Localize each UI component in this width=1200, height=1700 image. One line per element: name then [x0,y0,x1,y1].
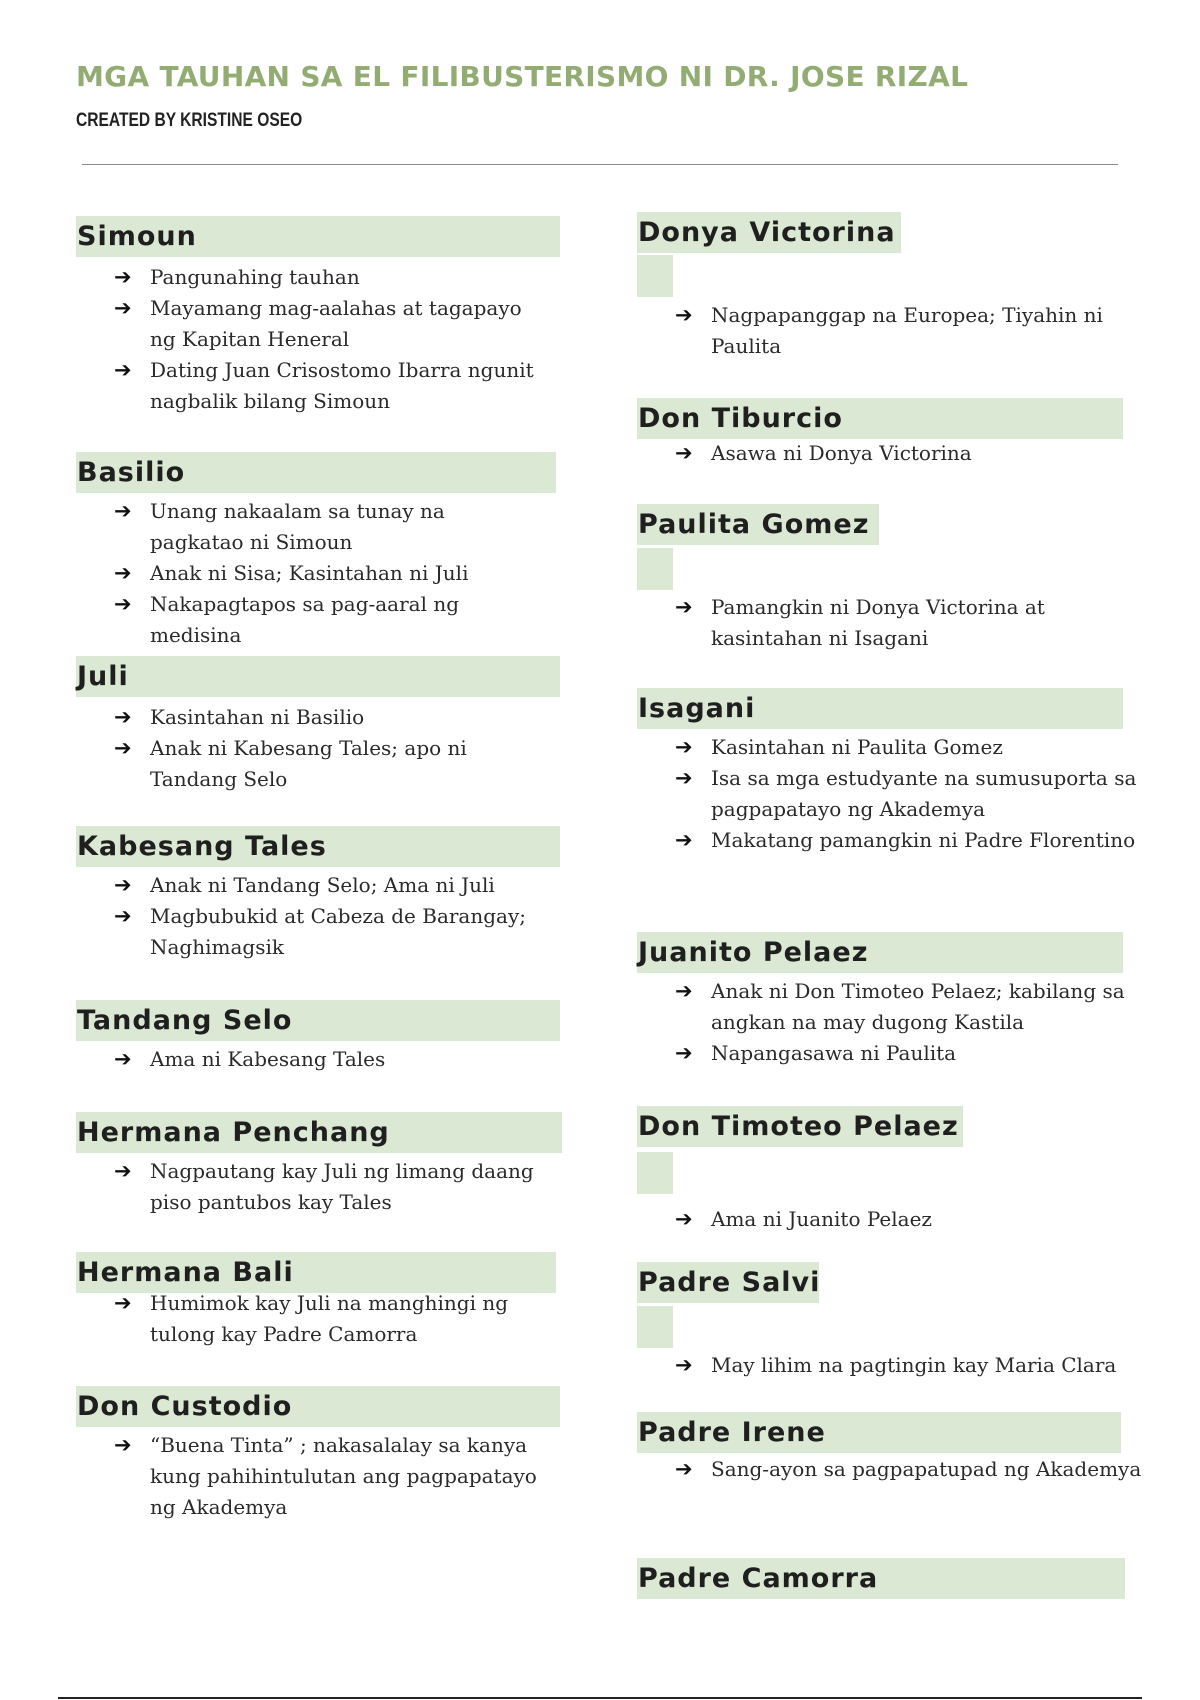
character-traits-list [114,702,544,795]
character-name: Padre Irene [638,1417,826,1448]
character-traits-list [675,1454,1145,1485]
character-name: Tandang Selo [77,1005,293,1036]
character-heading [76,1252,556,1293]
arrow-right-icon: ➔ [114,358,132,382]
list-item-text: Anak ni Kabesang Tales; apo ni Tandang Selo [150,736,467,791]
character-name: Don Tiburcio [638,403,843,434]
heading-color-swatch [637,255,673,297]
list-item-text: Napangasawa ni Paulita [711,1041,957,1065]
character-name: Don Timoteo Pelaez [638,1111,959,1142]
character-heading [76,656,560,697]
character-heading [637,688,1123,729]
arrow-right-icon: ➔ [114,592,132,616]
list-item [114,1430,544,1523]
arrow-right-icon: ➔ [114,904,132,928]
list-item-text: Nagpautang kay Juli ng limang daang piso pantubos kay Tales [150,1159,534,1214]
character-traits-list [114,262,544,417]
list-item-text: Ama ni Juanito Pelaez [711,1207,932,1231]
arrow-right-icon: ➔ [675,595,693,619]
arrow-right-icon: ➔ [675,441,693,465]
character-name: Paulita Gomez [638,509,870,540]
arrow-right-icon: ➔ [114,1159,132,1183]
list-item [114,870,544,901]
list-item [675,438,1145,469]
arrow-right-icon: ➔ [675,766,693,790]
list-item-text: Sang-ayon sa pagpapatupad ng Akademya [711,1457,1142,1481]
header-divider [82,164,1118,165]
arrow-right-icon: ➔ [675,735,693,759]
character-traits-list [114,496,544,651]
character-traits-list [675,1204,1145,1235]
list-item-text: Kasintahan ni Basilio [150,705,365,729]
character-heading [637,398,1123,439]
arrow-right-icon: ➔ [675,1457,693,1481]
character-heading [76,1386,560,1427]
character-traits-list [675,976,1145,1069]
character-name: Juli [77,661,129,692]
list-item-text: Magbubukid at Cabeza de Barangay; Naghimagsik [150,904,526,959]
character-heading [637,212,901,253]
character-heading [76,1112,562,1153]
list-item [114,1288,544,1350]
list-item [114,733,544,795]
list-item [114,496,544,558]
arrow-right-icon: ➔ [114,705,132,729]
list-item [114,1044,544,1075]
character-name: Simoun [77,221,197,252]
character-traits-list [114,1044,544,1075]
list-item-text: “Buena Tinta” ; nakasalalay sa kanya kung pahihintulutan ang pagpapatayo ng Akademya [150,1433,537,1519]
list-item [675,732,1145,763]
character-heading [637,932,1123,973]
character-heading [76,452,556,493]
list-item [675,976,1145,1038]
character-heading [76,826,560,867]
arrow-right-icon: ➔ [114,265,132,289]
list-item-text: Nagpapanggap na Europea; Tiyahin ni Paulita [711,303,1103,358]
list-item [114,901,544,963]
arrow-right-icon: ➔ [114,736,132,760]
character-traits-list [114,1156,544,1218]
list-item [114,293,544,355]
character-name: Kabesang Tales [77,831,327,862]
arrow-right-icon: ➔ [675,979,693,1003]
arrow-right-icon: ➔ [114,873,132,897]
character-heading [76,1000,560,1041]
list-item [114,262,544,293]
list-item [675,1454,1145,1485]
character-traits-list [114,1288,544,1350]
character-name: Padre Camorra [638,1563,879,1594]
character-traits-list [675,300,1145,362]
list-item-text: Mayamang mag-aalahas at tagapayo ng Kapitan Heneral [150,296,522,351]
list-item-text: Anak ni Don Timoteo Pelaez; kabilang sa angkan na may dugong Kastila [711,979,1125,1034]
list-item-text: May lihim na pagtingin kay Maria Clara [711,1353,1117,1377]
arrow-right-icon: ➔ [675,1353,693,1377]
list-item-text: Dating Juan Crisostomo Ibarra ngunit nagbalik bilang Simoun [150,358,534,413]
arrow-right-icon: ➔ [114,1291,132,1315]
list-item [675,1204,1145,1235]
footer-divider [58,1697,1142,1699]
arrow-right-icon: ➔ [675,303,693,327]
character-heading [637,1262,819,1303]
list-item-text: Isa sa mga estudyante na sumusuporta sa pagpapatayo ng Akademya [711,766,1137,821]
arrow-right-icon: ➔ [675,1207,693,1231]
character-heading [637,1106,963,1147]
list-item [675,763,1145,825]
list-item [114,558,544,589]
list-item [114,355,544,417]
character-heading [637,1412,1121,1453]
list-item [675,592,1145,654]
list-item [675,1038,1145,1069]
character-heading [637,504,879,545]
list-item [114,1156,544,1218]
character-name: Juanito Pelaez [638,937,869,968]
arrow-right-icon: ➔ [675,1041,693,1065]
character-traits-list [675,1350,1145,1381]
heading-color-swatch [637,1306,673,1348]
heading-color-swatch [637,548,673,590]
list-item [675,825,1145,856]
character-heading [637,1558,1125,1599]
list-item-text: Pamangkin ni Donya Victorina at kasintahan ni Isagani [711,595,1045,650]
list-item-text: Unang nakaalam sa tunay na pagkatao ni Simoun [150,499,445,554]
list-item-text: Ama ni Kabesang Tales [150,1047,386,1071]
character-traits-list [675,732,1145,856]
arrow-right-icon: ➔ [114,499,132,523]
heading-color-swatch [637,1152,673,1194]
list-item [675,1350,1145,1381]
character-name: Basilio [77,457,186,488]
character-heading [76,216,560,257]
list-item-text: Asawa ni Donya Victorina [711,441,972,465]
list-item-text: Anak ni Sisa; Kasintahan ni Juli [150,561,469,585]
arrow-right-icon: ➔ [114,561,132,585]
list-item [675,300,1145,362]
list-item-text: Nakapagtapos sa pag-aaral ng medisina [150,592,460,647]
list-item [114,702,544,733]
arrow-right-icon: ➔ [675,828,693,852]
character-traits-list [675,438,1145,469]
character-name: Hermana Bali [77,1257,294,1288]
list-item-text: Kasintahan ni Paulita Gomez [711,735,1003,759]
character-name: Isagani [638,693,756,724]
list-item-text: Anak ni Tandang Selo; Ama ni Juli [150,873,495,897]
list-item-text: Makatang pamangkin ni Padre Florentino [711,828,1136,852]
character-name: Donya Victorina [638,217,896,248]
list-item-text: Pangunahing tauhan [150,265,360,289]
author-credit: CREATED BY KRISTINE OSEO [76,110,303,131]
page-title: MGA TAUHAN SA EL FILIBUSTERISMO NI DR. JOSE RIZAL [76,60,969,93]
arrow-right-icon: ➔ [114,1047,132,1071]
list-item-text: Humimok kay Juli na manghingi ng tulong kay Padre Camorra [150,1291,509,1346]
character-traits-list [675,592,1145,654]
character-name: Don Custodio [77,1391,293,1422]
arrow-right-icon: ➔ [114,296,132,320]
character-name: Padre Salvi [638,1267,821,1298]
character-name: Hermana Penchang [77,1117,390,1148]
arrow-right-icon: ➔ [114,1433,132,1457]
character-traits-list [114,870,544,963]
character-traits-list [114,1430,544,1523]
list-item [114,589,544,651]
